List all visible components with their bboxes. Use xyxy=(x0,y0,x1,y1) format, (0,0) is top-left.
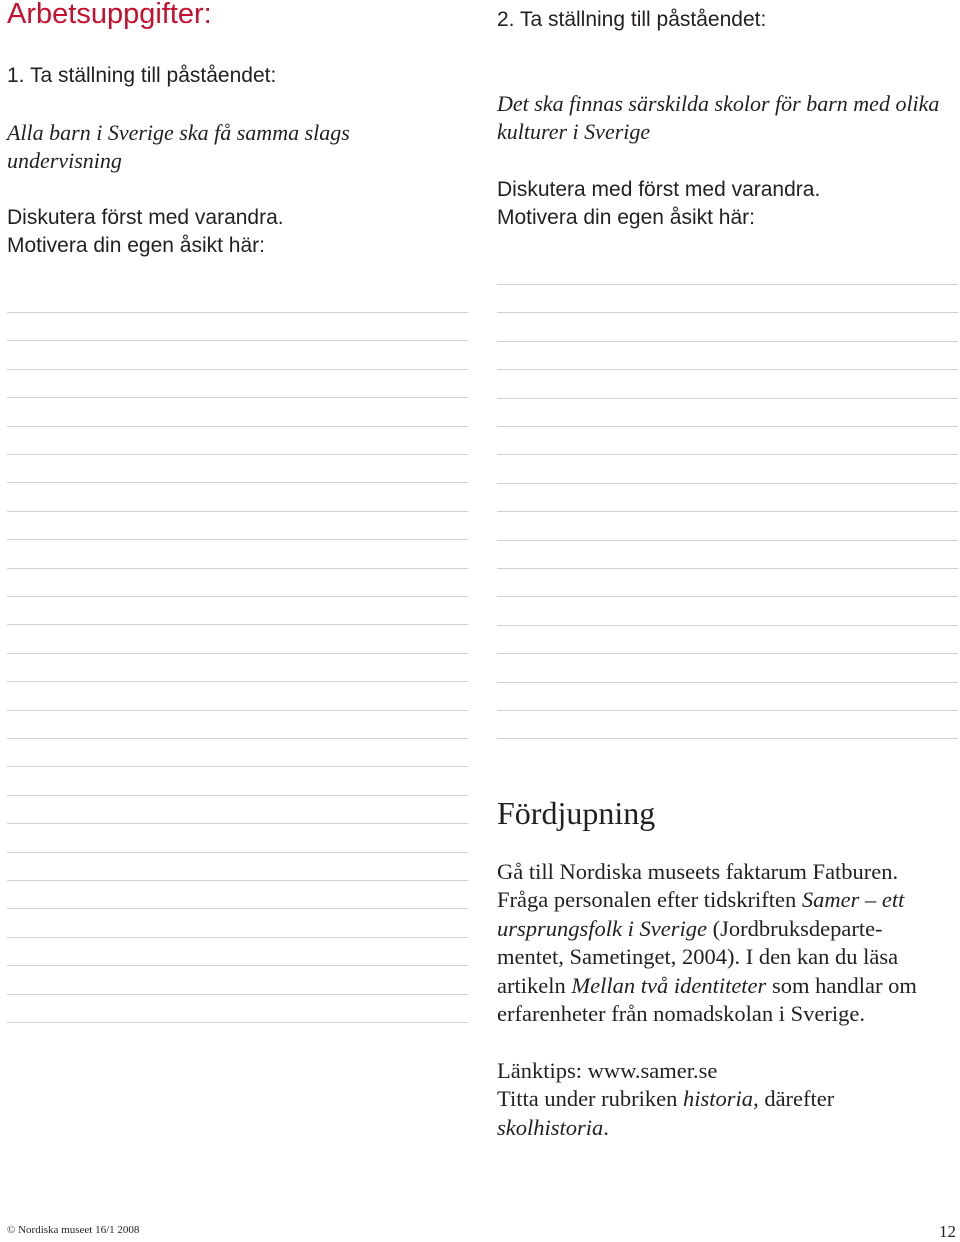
body-line: Titta under rubriken historia, därefter xyxy=(497,1086,835,1112)
task-1-instruction-2: Motivera din egen åsikt här: xyxy=(7,234,265,257)
writing-line[interactable] xyxy=(497,398,958,399)
writing-line[interactable] xyxy=(7,994,468,995)
writing-line[interactable] xyxy=(7,482,468,483)
body-line: artikeln Mellan två identiteter som handlar om xyxy=(497,972,917,998)
writing-line[interactable] xyxy=(497,540,958,541)
writing-line[interactable] xyxy=(497,511,958,512)
spacer xyxy=(497,1028,917,1056)
writing-line[interactable] xyxy=(497,284,958,285)
writing-line[interactable] xyxy=(7,738,468,739)
writing-line[interactable] xyxy=(7,653,468,654)
writing-line[interactable] xyxy=(7,823,468,824)
body-line: Gå till Nordiska museets faktarum Fatburen. xyxy=(497,859,899,884)
writing-line[interactable] xyxy=(7,397,468,398)
writing-line[interactable] xyxy=(7,539,468,540)
body-line: erfarenheter från nomadskolan i Sverige. xyxy=(497,1001,865,1027)
writing-line[interactable] xyxy=(7,312,468,313)
link-tip: Länktips: www.samer.se xyxy=(497,1057,718,1083)
footer-copyright: © Nordiska museet 16/1 2008 xyxy=(7,1224,140,1236)
task-2-statement-line-2: kulturer i Sverige xyxy=(497,119,651,144)
writing-line[interactable] xyxy=(7,852,468,853)
writing-line[interactable] xyxy=(7,369,468,370)
writing-line[interactable] xyxy=(497,568,958,569)
writing-line[interactable] xyxy=(497,483,958,484)
task-2-instruction-2: Motivera din egen åsikt här: xyxy=(497,206,755,229)
page-number: 12 xyxy=(939,1222,956,1241)
task-1-statement-line-1: Alla barn i Sverige ska få samma slags xyxy=(7,120,350,145)
writing-line[interactable] xyxy=(497,625,958,626)
page-title: Arbetsuppgifter: xyxy=(7,0,212,30)
writing-line[interactable] xyxy=(497,710,958,711)
writing-line[interactable] xyxy=(497,682,958,683)
writing-line[interactable] xyxy=(7,511,468,512)
task-2-heading: 2. Ta ställning till påståendet: xyxy=(497,8,767,31)
task-2-instruction-1: Diskutera med först med varandra. xyxy=(497,178,821,201)
writing-line[interactable] xyxy=(7,568,468,569)
body-line: mentet, Sametinget, 2004). I den kan du läsa xyxy=(497,944,899,970)
writing-line[interactable] xyxy=(497,426,958,427)
task-1-statement-line-2: undervisning xyxy=(7,148,122,173)
writing-line[interactable] xyxy=(7,937,468,938)
writing-line[interactable] xyxy=(497,596,958,597)
writing-line[interactable] xyxy=(497,653,958,654)
writing-line[interactable] xyxy=(497,369,958,370)
writing-line[interactable] xyxy=(7,908,468,909)
writing-line[interactable] xyxy=(7,340,468,341)
task-1-heading: 1. Ta ställning till påståendet: xyxy=(7,64,277,87)
writing-line[interactable] xyxy=(497,341,958,342)
writing-line[interactable] xyxy=(7,596,468,597)
writing-line[interactable] xyxy=(7,766,468,767)
fordjupning-body xyxy=(497,858,917,1142)
task-1-instruction-1: Diskutera först med varandra. xyxy=(7,206,284,229)
body-line: skolhistoria. xyxy=(497,1114,609,1140)
section-heading-fordjupning: Fördjupning xyxy=(497,795,656,831)
task-2-statement-line-1: Det ska finnas särskilda skolor för barn med olika xyxy=(497,91,940,116)
writing-line[interactable] xyxy=(7,795,468,796)
writing-line[interactable] xyxy=(497,454,958,455)
writing-line[interactable] xyxy=(7,681,468,682)
writing-line[interactable] xyxy=(7,880,468,881)
writing-line[interactable] xyxy=(7,454,468,455)
writing-line[interactable] xyxy=(7,426,468,427)
body-line: ursprungsfolk i Sverige (Jordbruksdeparte- xyxy=(497,915,883,941)
writing-line[interactable] xyxy=(7,1022,468,1023)
body-line: Fråga personalen efter tidskriften Samer – ett xyxy=(497,887,905,913)
writing-line[interactable] xyxy=(7,710,468,711)
writing-line[interactable] xyxy=(497,312,958,313)
writing-line[interactable] xyxy=(7,965,468,966)
writing-line[interactable] xyxy=(7,624,468,625)
writing-line[interactable] xyxy=(497,738,958,739)
